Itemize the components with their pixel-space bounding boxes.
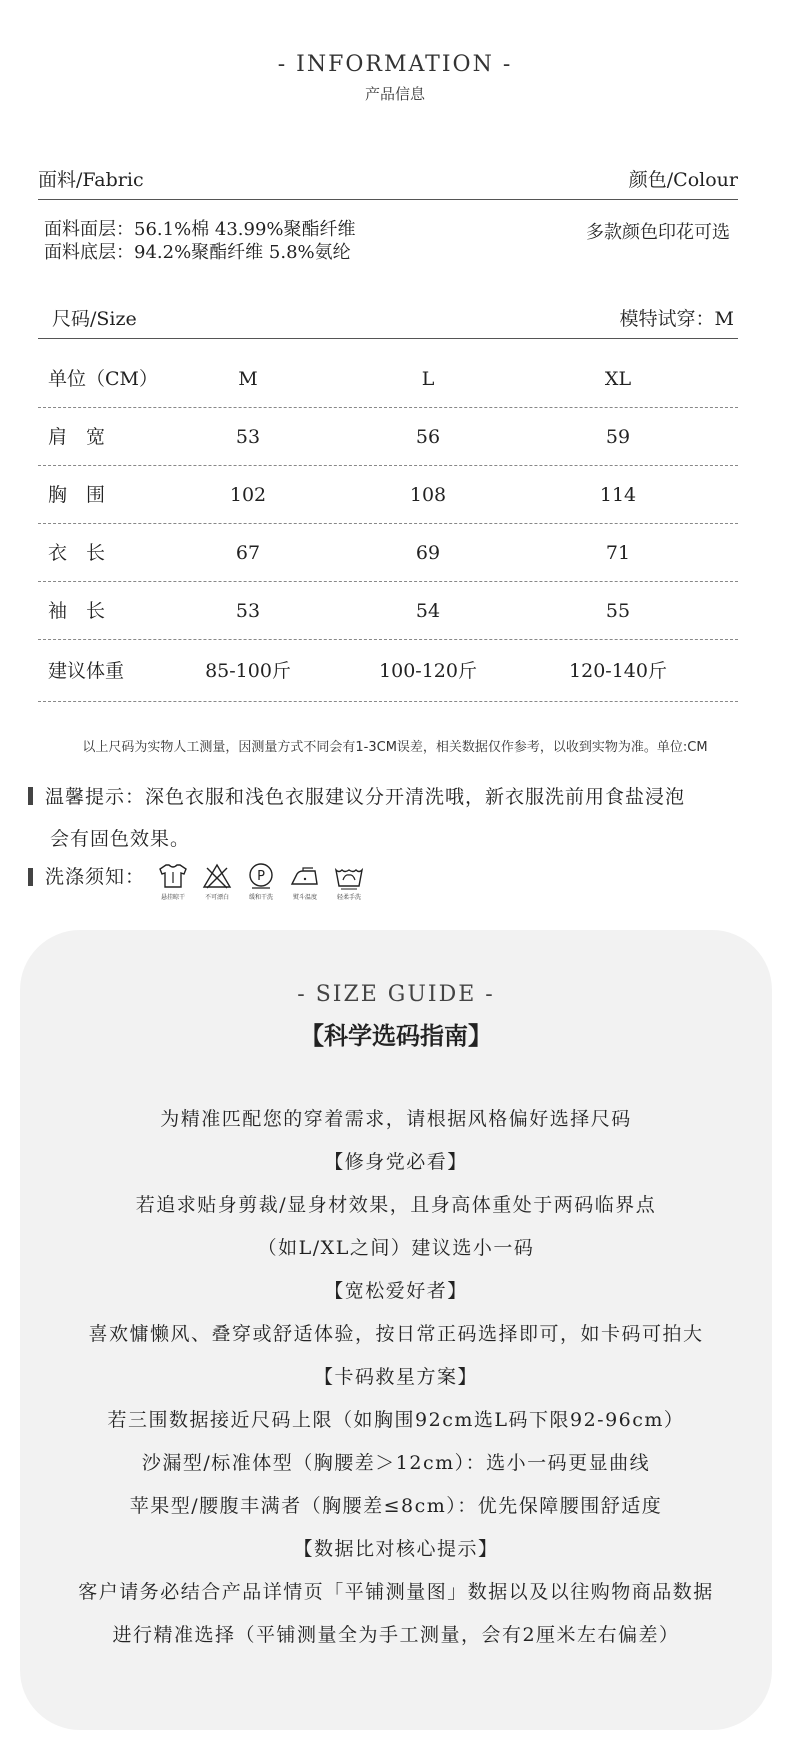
tip-line-2: 会有固色效果。 bbox=[50, 828, 191, 850]
information-title: - INFORMATION - bbox=[277, 52, 513, 77]
row-label: 胸 围 bbox=[48, 484, 106, 506]
tip-line-1: 温馨提示：深色衣服和浅色衣服建议分开清洗哦，新衣服洗前用食盐浸泡 bbox=[45, 786, 686, 808]
guide-line: 苹果型/腰腹丰满者（胸腰差≤8cm）：优先保障腰围舒适度 bbox=[129, 1495, 663, 1517]
guide-line: 沙漏型/标准体型（胸腰差＞12cm）：选小一码更显曲线 bbox=[141, 1452, 651, 1474]
size-divider bbox=[38, 338, 738, 339]
row-label: 肩 宽 bbox=[48, 426, 106, 448]
icon-caption: 不可漂白 bbox=[205, 894, 230, 901]
iron-icon bbox=[283, 862, 327, 901]
guide-line: 若三围数据接近尺码上限（如胸围92cm选L码下限92-96cm） bbox=[107, 1409, 685, 1431]
tip-bar bbox=[28, 787, 33, 805]
cell-xl: 59 bbox=[605, 426, 631, 448]
icon-caption: 缓和干洗 bbox=[249, 894, 274, 901]
wash-icons bbox=[151, 862, 371, 901]
table-header-row bbox=[38, 350, 738, 408]
model-size: 模特试穿：M bbox=[619, 308, 734, 330]
table-row bbox=[38, 524, 738, 582]
colour-value: 多款颜色印花可选 bbox=[586, 222, 730, 243]
colour-label: 颜色/Colour bbox=[628, 169, 738, 191]
cell-xl: 120-140斤 bbox=[569, 660, 667, 682]
guide-line: 【修身党必看】 bbox=[324, 1151, 468, 1173]
size-guide-subtitle: 【科学选码指南】 bbox=[300, 1022, 492, 1050]
fabric-composition bbox=[44, 218, 356, 264]
cell-m: 53 bbox=[235, 426, 261, 448]
icon-caption: 轻柔手洗 bbox=[337, 894, 362, 901]
table-row bbox=[38, 640, 738, 702]
table-row bbox=[38, 466, 738, 524]
guide-line: 客户请务必结合产品详情页「平铺测量图」数据以及以往购物商品数据 bbox=[78, 1581, 714, 1603]
header-xl: XL bbox=[604, 368, 632, 390]
guide-line: 【卡码救星方案】 bbox=[313, 1366, 478, 1388]
cell-m: 53 bbox=[235, 600, 261, 622]
size-label: 尺码/Size bbox=[52, 308, 137, 330]
guide-line: （如L/XL之间）建议选小一码 bbox=[257, 1237, 535, 1259]
fabric-face: 面料面层：56.1%棉 43.99%聚酯纤维 bbox=[44, 219, 356, 240]
row-label: 袖 长 bbox=[48, 600, 106, 622]
table-row bbox=[38, 582, 738, 640]
information-header bbox=[0, 52, 790, 104]
cell-l: 56 bbox=[415, 426, 441, 448]
header-l: L bbox=[421, 368, 435, 390]
cell-xl: 55 bbox=[605, 600, 631, 622]
cell-l: 108 bbox=[409, 484, 447, 506]
dry-clean-p-icon bbox=[239, 862, 283, 901]
hang-dry-icon bbox=[151, 862, 195, 901]
size-table bbox=[38, 350, 738, 702]
row-label: 建议体重 bbox=[48, 660, 125, 682]
no-bleach-icon bbox=[195, 862, 239, 901]
table-row bbox=[38, 408, 738, 466]
row-divider bbox=[38, 701, 738, 702]
guide-line: 为精准匹配您的穿着需求，请根据风格偏好选择尺码 bbox=[160, 1108, 632, 1130]
cell-m: 85-100斤 bbox=[205, 660, 291, 682]
guide-line: 【宽松爱好者】 bbox=[324, 1280, 468, 1302]
cell-xl: 71 bbox=[605, 542, 631, 564]
icon-caption: 熨斗温度 bbox=[293, 894, 318, 901]
wash-instructions bbox=[28, 858, 371, 901]
cell-m: 102 bbox=[229, 484, 267, 506]
fabric-divider bbox=[38, 199, 738, 200]
size-header-row bbox=[38, 304, 738, 331]
size-guide-card bbox=[20, 930, 772, 1730]
guide-line: 进行精准选择（平铺测量全为手工测量，会有2厘米左右偏差） bbox=[112, 1624, 680, 1646]
cell-l: 100-120斤 bbox=[379, 660, 477, 682]
information-subtitle: 产品信息 bbox=[364, 85, 425, 103]
size-guide-title: - SIZE GUIDE - bbox=[297, 982, 495, 1007]
hand-wash-icon bbox=[327, 862, 371, 901]
guide-line: 【数据比对核心提示】 bbox=[293, 1538, 499, 1560]
cell-l: 69 bbox=[415, 542, 441, 564]
svg-text:P: P bbox=[257, 869, 265, 884]
row-label: 衣 长 bbox=[48, 542, 106, 564]
wash-label: 洗涤须知： bbox=[45, 866, 146, 888]
fabric-header-row bbox=[38, 165, 738, 192]
guide-line: 喜欢慵懒风、叠穿或舒适体验，按日常正码选择即可，如卡码可拍大 bbox=[88, 1323, 704, 1345]
guide-line: 若追求贴身剪裁/显身材效果，且身高体重处于两码临界点 bbox=[135, 1194, 657, 1216]
measurement-note: 以上尺码为实物人工测量，因测量方式不同会有1-3CM误差，相关数据仅作参考，以收到实物为准。单位:CM bbox=[82, 740, 708, 755]
fabric-label: 面料/Fabric bbox=[38, 169, 144, 191]
size-guide-text bbox=[20, 1098, 772, 1657]
header-m: M bbox=[238, 368, 258, 390]
cell-xl: 114 bbox=[599, 484, 637, 506]
cell-m: 67 bbox=[235, 542, 261, 564]
header-unit: 单位（CM） bbox=[48, 368, 158, 390]
fabric-base: 面料底层：94.2%聚酯纤维 5.8%氨纶 bbox=[44, 242, 351, 263]
icon-caption: 悬挂晾干 bbox=[161, 894, 186, 901]
care-tip bbox=[28, 776, 768, 860]
wash-bar bbox=[28, 868, 33, 886]
cell-l: 54 bbox=[415, 600, 441, 622]
